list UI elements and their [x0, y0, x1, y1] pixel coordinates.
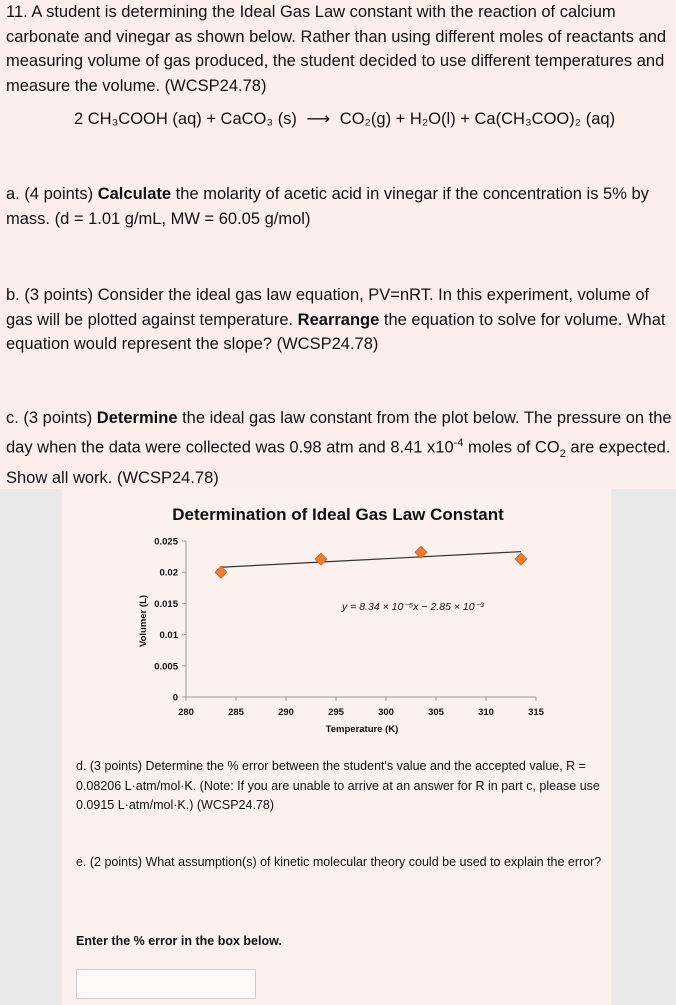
part-c-prefix: c. (3 points) — [6, 409, 97, 427]
x-tick-label: 285 — [228, 707, 244, 718]
y-tick-label: 0.015 — [154, 598, 178, 610]
question-intro: 11. A student is determining the Ideal Gas Law constant with the reaction of calcium carbonate and vinegar as shown below. Rather than using different moles of reactants and measuring volume of gas produced, the student decided to use different temperatures and measure the volume. (WCSP24.78) — [6, 3, 667, 95]
part-c-keyword: Determine — [96, 409, 178, 427]
x-axis-label: Temperature (K) — [325, 724, 399, 735]
part-c-exponent: -4 — [453, 436, 464, 449]
y-tick-label: 0.01 — [159, 630, 178, 642]
x-tick-label: 305 — [428, 707, 444, 718]
data-point — [215, 566, 227, 578]
y-tick-label: 0.025 — [154, 536, 178, 548]
y-tick-label: 0 — [172, 692, 178, 704]
part-a-prefix: a. (4 points) — [6, 185, 98, 203]
equation-reactants: 2 CH₃COOH (aq) + CaCO₃ (s) — [74, 110, 297, 128]
part-a-rest: the molarity of acetic acid in vinegar if the concentration is 5% by mass. (d = 1.01 g/mL, MW = 60.05 g/mol) — [6, 185, 649, 228]
x-tick-label: 295 — [328, 707, 344, 718]
part-e-text: e. (2 points) What assumption(s) of kinetic molecular theory could be used to explain the error? — [76, 855, 602, 869]
part-b-keyword: Rearrange — [297, 310, 380, 329]
x-tick-label: 280 — [178, 707, 194, 718]
part-a-keyword: Calculate — [97, 185, 172, 203]
data-point — [515, 553, 527, 565]
part-c-rest-3: are expected. Show all work. (WCSP24.78) — [6, 438, 671, 487]
chart-title: Determination of Ideal Gas Law Constant — [172, 505, 504, 524]
part-c-rest-2: moles of CO — [463, 438, 560, 456]
part-c-subscript: 2 — [559, 447, 566, 460]
part-b-rest: the equation to solve for volume. What equation would represent the slope? (WCSP24.78) — [6, 310, 666, 353]
equation-arrow: ⟶ — [306, 110, 331, 128]
y-tick-label: 0.02 — [159, 567, 178, 579]
y-tick-label: 0.005 — [154, 661, 178, 673]
trendline-equation: y = 8.34 × 10⁻⁵x − 2.85 × 10⁻³ — [342, 601, 484, 613]
percent-error-input[interactable] — [76, 969, 256, 999]
data-point — [315, 553, 327, 565]
trendline — [221, 552, 521, 568]
chart-marks — [215, 546, 527, 578]
x-tick-label: 310 — [478, 707, 494, 718]
x-tick-label: 315 — [528, 707, 544, 718]
x-tick-label: 300 — [378, 707, 394, 718]
x-tick-label: 290 — [278, 707, 294, 718]
y-axis-label: Volumer (L) — [138, 594, 149, 648]
chart-axes — [154, 537, 544, 719]
answer-prompt: Enter the % error in the box below. — [76, 934, 282, 948]
equation-products: CO₂(g) + H₂O(l) + Ca(CH₃COO)₂ (aq) — [339, 110, 616, 128]
part-b-prefix: b. (3 points) Consider the ideal gas law equation, PV=nRT. In this experiment, volume of gas will be plotted against temperature. — [6, 286, 650, 329]
part-c-rest-1: the ideal gas law constant from the plot below. The pressure on the day when the data were collected was 0.98 atm and 8.41 x10 — [6, 409, 672, 456]
part-d-text: d. (3 points) Determine the % error between the student's value and the accepted value, R = 0.08206 L·atm/mol·K. (Note: If you are unable to arrive at an answer for R in part c, please use 0.0915 L·atm/mol·K.) (WCSP24.78) — [76, 759, 600, 812]
